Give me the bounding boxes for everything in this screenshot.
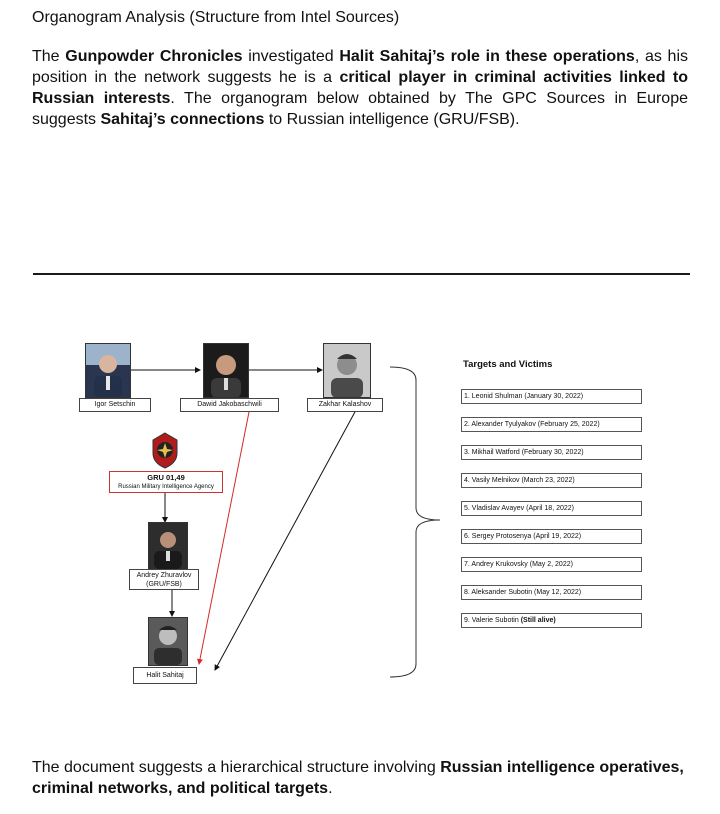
- halit-photo: [148, 617, 188, 666]
- andrey-label: [129, 569, 199, 590]
- person-silhouette-icon: [149, 618, 187, 665]
- dawid-label: Dawid Jakobaschwili: [180, 398, 279, 412]
- igor-photo: [85, 343, 131, 398]
- target-item-last: [461, 613, 642, 628]
- target-item: 6. Sergey Protosenya (April 19, 2022): [461, 529, 642, 544]
- link-dawid-halit: [199, 412, 249, 664]
- target-item: 8. Aleksander Subotin (May 12, 2022): [461, 585, 642, 600]
- target-item: 1. Leonid Shulman (January 30, 2022): [461, 389, 642, 404]
- person-silhouette-icon: [204, 344, 248, 397]
- targets-title: Targets and Victims: [463, 359, 553, 370]
- targets-brace: [390, 367, 440, 677]
- person-silhouette-icon: [86, 344, 130, 397]
- target-item: 5. Vladislav Avayev (April 18, 2022): [461, 501, 642, 516]
- person-silhouette-icon: [149, 523, 187, 569]
- target-item: 7. Andrey Krukovsky (May 2, 2022): [461, 557, 642, 572]
- gru-subtitle: Russian Military Intelligence Agency: [118, 484, 214, 490]
- intro-bold: Sahitaj’s connections: [100, 111, 265, 128]
- person-silhouette-icon: [324, 344, 370, 397]
- andrey-affiliation: (GRU/FSB): [146, 581, 182, 588]
- conclusion-text: .: [328, 780, 333, 797]
- intro-text: to Russian intelligence (GRU/FSB).: [264, 111, 520, 128]
- target-last-text: 9. Valerie Subotin: [464, 617, 521, 624]
- gru-emblem-icon: [149, 431, 181, 469]
- zakhar-photo: [323, 343, 371, 398]
- gru-emblem: [149, 431, 181, 469]
- zakhar-label: Zakhar Kalashov: [307, 398, 383, 412]
- intro-bold: Halit Sahitaj’s role in these operations: [339, 48, 635, 65]
- intro-text: investigated: [242, 48, 340, 65]
- halit-label: Halit Sahitaj: [133, 667, 197, 684]
- intro-bold: Gunpowder Chronicles: [65, 48, 243, 65]
- gru-name: GRU 01,49: [147, 473, 185, 482]
- andrey-photo: [148, 522, 188, 570]
- conclusion-paragraph: [32, 757, 688, 799]
- gru-label: [109, 471, 223, 493]
- target-item: 4. Vasily Melnikov (March 23, 2022): [461, 473, 642, 488]
- page-title: Organogram Analysis (Structure from Intel Sources): [32, 9, 400, 26]
- dawid-photo: [203, 343, 249, 398]
- conclusion-text: The document suggests a hierarchical structure involving: [32, 759, 441, 776]
- intro-text: . The organogram below obtained by The GPC Sources in Europe suggests: [32, 90, 688, 128]
- igor-label: Igor Setschin: [79, 398, 151, 412]
- conclusion-bold: Russian intelligence operatives, criminal networks, and political targets: [32, 759, 684, 797]
- target-last-status: (Still alive): [520, 617, 556, 624]
- link-zakhar-halit: [215, 410, 356, 670]
- intro-bold: critical player in criminal activities linked to Russian interests: [32, 69, 689, 107]
- intro-text: , as his position in the network suggests he is a: [32, 48, 689, 86]
- target-item: 3. Mikhail Watford (February 30, 2022): [461, 445, 642, 460]
- target-item: 2. Alexander Tyulyakov (February 25, 2022): [461, 417, 642, 432]
- intro-text: The: [32, 48, 66, 65]
- andrey-name: Andrey Zhuravlov: [136, 572, 192, 579]
- link-igor-gru: [116, 410, 160, 432]
